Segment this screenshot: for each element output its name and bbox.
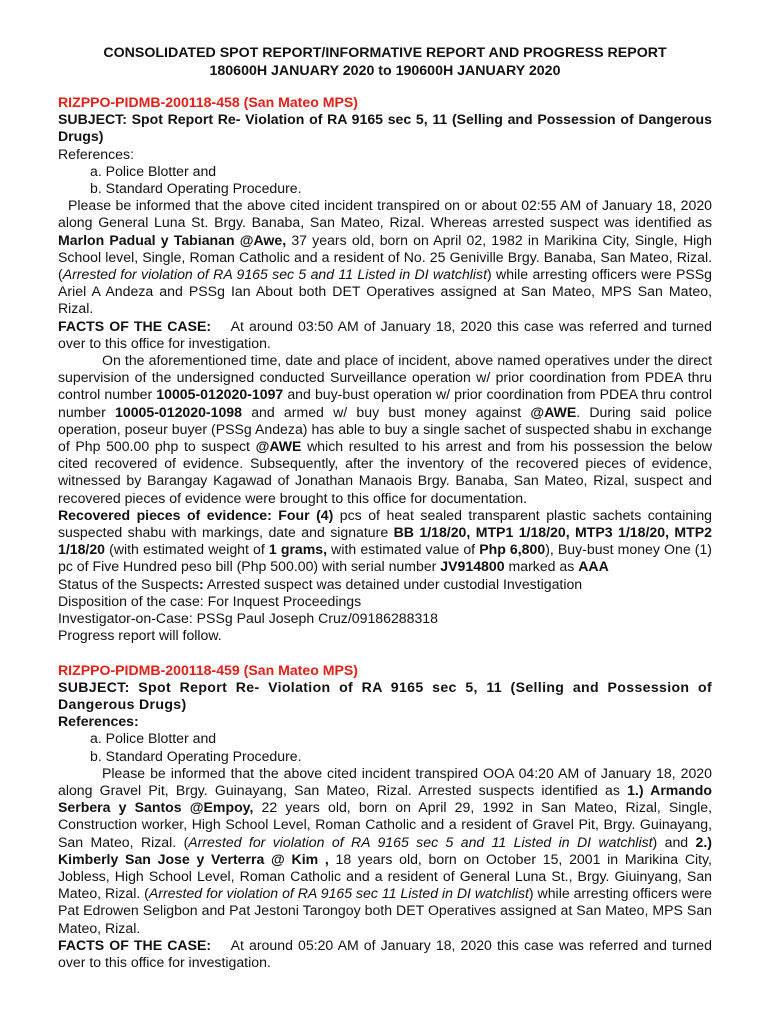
- evidence-text: pcs of heat sealed transparent plastic sachets containing suspected shabu with markings, date and signature: [58, 506, 712, 541]
- incident-text: Please be informed that the above cited incident transpired on or about 02:55 AM of January 18, 2020 along General Luna St. Brgy. Banaba, San Mateo, Rizal. Whereas arrested suspect was identified as: [58, 197, 712, 231]
- report-subject: [58, 111, 712, 145]
- evidence-text: marked as: [504, 558, 579, 575]
- incident-text: ) and: [652, 833, 696, 850]
- progress-note: Progress report will follow.: [58, 627, 222, 644]
- violation-note: Arrested for violation of RA 9165 sec 5 and 11 Listed in DI watchlist: [188, 833, 653, 850]
- incident-text: 37 years old, born on April 02, 1982 in Marikina City, Single, High School level, Single, Roman Catholic and a resident of No. 25 Geniville Brgy. Banaba, San Mateo, Rizal. (: [58, 231, 712, 283]
- reference-item: b. Standard Operating Procedure.: [90, 747, 302, 764]
- evidence-text: with estimated value of: [327, 541, 480, 558]
- suspect-status: [58, 576, 712, 593]
- evidence-markings: BB 1/18/20, MTP1 1/18/20, MTP3 1/18/20, MTP2 1/18/20: [58, 524, 712, 558]
- suspect-alias: @AWE: [255, 438, 302, 455]
- report-subject: [58, 679, 712, 713]
- subject-text-cont: Dangerous Drugs): [58, 695, 187, 712]
- evidence-label: Recovered pieces of evidence: Four (4): [58, 506, 334, 523]
- status-colon: :: [199, 575, 204, 592]
- incident-text: 22 years old, born on April 29, 1992 in San Mateo, Rizal, Single, Construction worker, High School Level, Roman Catholic and a resident of Gravel Pit, Brgy. Guinayang, San Mateo, Rizal. (: [58, 799, 712, 850]
- facts-paragraph: [58, 936, 716, 971]
- subject-text: SUBJECT: Spot Report Re- Violation of RA 9165 sec 5, 11 (Selling and Possession of: [58, 678, 712, 695]
- suspect-name: Marlon Padual y Tabianan @Awe,: [58, 231, 287, 248]
- status-label: Status of the Suspects: [58, 575, 200, 592]
- facts-label: FACTS OF THE CASE:: [58, 317, 212, 334]
- suspect-name: 2.) Kimberly San Jose y Verterra @ Kim ,: [58, 833, 712, 867]
- control-number: 10005-012020-1097: [156, 386, 284, 403]
- operation-text: . During said police operation, poseur buyer (PSSg Andeza) has able to buy a single sachet of suspected shabu in exchange of Php 500.00 php to suspect: [58, 403, 713, 455]
- report-id: RIZPPO-PIDMB-200118-459 (San Mateo MPS): [58, 661, 358, 678]
- incident-paragraph: [58, 765, 712, 937]
- incident-paragraph: [58, 197, 712, 317]
- case-disposition: Disposition of the case: For Inquest Proceedings: [58, 592, 362, 609]
- status-text: Arrested suspect was detained under custodial Investigation: [203, 575, 583, 592]
- facts-paragraph: [58, 317, 716, 352]
- reference-item: a. Police Blotter and: [90, 730, 217, 747]
- operation-text: which resulted to his arrest and from his possession the below cited recovered of evidence. Subsequently, after the inventory of the recovered pieces of evidence, witnessed by Barangay Kagawad of Jonathan Manaois Brgy. Banaba, San Mateo, Rizal, suspect and recovered pieces of evidence were brought to this office for documentation.: [58, 438, 712, 506]
- report-section-458: [58, 94, 716, 645]
- incident-text: Please be informed that the above cited incident transpired OOA 04:20 AM of January 18, 2020 along Gravel Pit, Brgy. Guinayang, San Mateo, Rizal. Arrested suspects identified as: [58, 764, 712, 798]
- facts-label: FACTS OF THE CASE:: [58, 936, 212, 953]
- suspect-name: 1.) Armando Serbera y Santos @Empoy,: [58, 781, 713, 816]
- incident-text: ) while arresting officers were PSSg Ariel A Andeza and PSSg Ian About both DET Operatives assigned at San Mateo, MPS San Mateo, Rizal.: [58, 266, 712, 317]
- report-title: CONSOLIDATED SPOT REPORT/INFORMATIVE REPORT AND PROGRESS REPORT: [103, 45, 667, 61]
- suspect-alias: @AWE: [530, 403, 577, 420]
- violation-note: Arrested for violation of RA 9165 sec 11 Listed in DI watchlist: [148, 885, 529, 902]
- marking-label: AAA: [578, 558, 609, 575]
- operation-paragraph: [58, 352, 712, 507]
- subject-text-cont: Dangerous Drugs): [58, 111, 712, 145]
- evidence-weight: 1 grams,: [268, 541, 328, 558]
- report-id: RIZPPO-PIDMB-200118-458 (San Mateo MPS): [58, 94, 358, 110]
- evidence-value: Php 6,800: [479, 541, 546, 558]
- references-label: References:: [58, 145, 134, 162]
- subject-text: SUBJECT: Spot Report Re- Violation of RA 9165 sec 5, 11 (Selling and Possession of: [58, 111, 634, 128]
- references-label: References:: [58, 713, 139, 730]
- incident-text: 18 years old, born on October 15, 2001 in Marikina City, Jobless, High School Level, Roman Catholic and a resident of General Luna St., Brgy. Giuinyang, San Mateo, Rizal. (: [58, 850, 712, 902]
- facts-text: At around 03:50 AM of January 18, 2020 this case was referred and turned over to this office for investigation.: [58, 317, 716, 351]
- reference-item: b. Standard Operating Procedure.: [90, 180, 302, 197]
- operation-text: and armed w/ buy bust money against: [241, 403, 531, 420]
- violation-note: Arrested for violation of RA 9165 sec 5 and 11 Listed in DI watchlist: [62, 266, 488, 283]
- report-section-459: [58, 661, 716, 972]
- report-period: 180600H JANUARY 2020 to 190600H JANUARY 2020: [209, 63, 561, 79]
- operation-text: and buy-bust operation w/ prior coordination from PDEA thru control number: [58, 386, 712, 420]
- evidence-paragraph: [58, 507, 712, 576]
- facts-text: At around 05:20 AM of January 18, 2020 this case was referred and turned over to this office for investigation.: [58, 936, 716, 970]
- evidence-text: ), Buy-bust money One (1) pc of Five Hundred peso bill (Php 500.00) with serial number: [58, 541, 712, 575]
- investigator-on-case: Investigator-on-Case: PSSg Paul Joseph Cruz/09186288318: [58, 610, 438, 627]
- incident-text: ) while arresting officers were Pat Edrowen Seligbon and Pat Jestoni Tarongoy both DET Operatives assigned at San Mateo, MPS San Mateo, Rizal.: [58, 885, 712, 936]
- evidence-text: (with estimated weight of: [105, 541, 269, 558]
- operation-text: On the aforementioned time, date and place of incident, above named operatives under the direct supervision of the undersigned conducted Surveillance operation w/ prior coordination from PDEA thru control number: [58, 352, 712, 403]
- control-number: 10005-012020-1098: [115, 403, 242, 420]
- reference-item: a. Police Blotter and: [90, 162, 217, 179]
- serial-number: JV914800: [440, 558, 505, 575]
